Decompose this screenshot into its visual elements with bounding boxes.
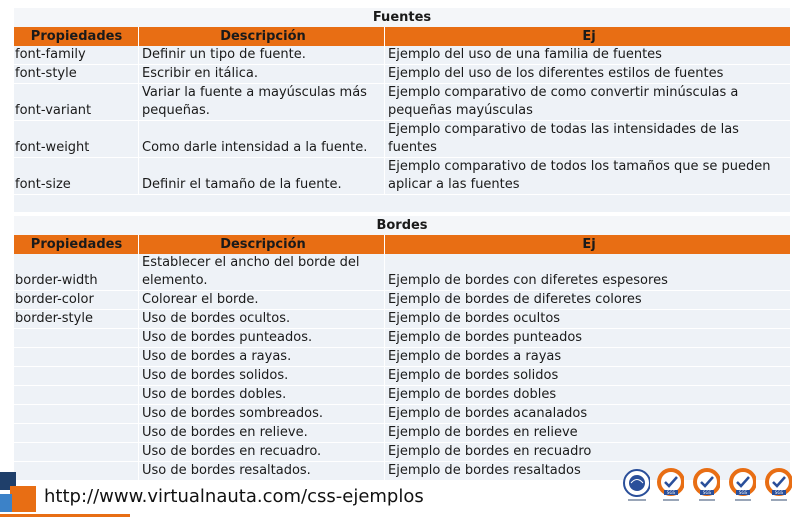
example-cell-text: Ejemplo comparativo de todas las intensidades de las fuentes (388, 122, 739, 155)
example-cell-text: Ejemplo comparativo de todos los tamaños que se pueden aplicar a las fuentes (388, 159, 771, 192)
description-cell (139, 254, 385, 290)
css-reference-sheet (14, 8, 790, 481)
example-cell-text: Ejemplo del uso de una familia de fuentes (388, 47, 662, 62)
description-cell (139, 386, 385, 404)
fuentes-title: Fuentes (14, 8, 790, 27)
example-cell (385, 386, 790, 404)
description-cell (139, 291, 385, 309)
description-cell (139, 367, 385, 385)
example-cell (385, 405, 790, 423)
property-cell-text: font-family (15, 47, 86, 62)
fuentes-header-descripcion: Descripción (139, 27, 385, 46)
certification-logos (622, 468, 803, 508)
sgs-cert-icon-1 (656, 468, 684, 508)
fuentes-empty-row (14, 195, 790, 212)
example-cell-text: Ejemplo de bordes en relieve (388, 425, 578, 440)
property-cell-text: font-weight (15, 140, 90, 155)
property-cell (14, 386, 139, 404)
bordes-table-body (14, 254, 790, 481)
description-cell (139, 121, 385, 157)
brand-square-blue (0, 494, 12, 512)
description-cell-text: Variar la fuente a mayúsculas más pequeñas. (142, 85, 367, 118)
fuentes-header-propiedades: Propiedades (14, 27, 139, 46)
example-cell-text: Ejemplo de bordes resaltados (388, 463, 581, 478)
sgs-cert-icon-2 (692, 468, 720, 508)
example-cell (385, 291, 790, 309)
table-row (14, 367, 790, 386)
description-cell-text: Como darle intensidad a la fuente. (142, 140, 368, 155)
example-cell-text: Ejemplo del uso de los diferentes estilos de fuentes (388, 66, 724, 81)
table-row (14, 405, 790, 424)
description-cell (139, 84, 385, 120)
description-cell-text: Uso de bordes sombreados. (142, 406, 324, 421)
property-cell (14, 424, 139, 442)
description-cell (139, 310, 385, 328)
description-cell-text: Definir el tamaño de la fuente. (142, 177, 342, 192)
description-cell (139, 329, 385, 347)
example-cell-text: Ejemplo comparativo de como convertir minúsculas a pequeñas mayúsculas (388, 85, 739, 118)
description-cell-text: Escribir en itálica. (142, 66, 258, 81)
table-row (14, 254, 790, 291)
description-cell (139, 443, 385, 461)
example-cell (385, 254, 790, 290)
example-cell (385, 65, 790, 83)
bordes-header-row (14, 235, 790, 254)
bordes-header-ej: Ej (582, 237, 596, 252)
sgs-logo-text: SGS (666, 490, 676, 495)
description-cell (139, 405, 385, 423)
example-cell-text: Ejemplo de bordes con diferetes espesores (388, 273, 668, 288)
example-cell (385, 348, 790, 366)
description-cell-text: Colorear el borde. (142, 292, 259, 307)
example-cell-text: Ejemplo de bordes acanalados (388, 406, 588, 421)
globe-seal-icon (622, 468, 650, 508)
description-cell-text: Uso de bordes ocultos. (142, 311, 291, 326)
example-cell-text: Ejemplo de bordes punteados (388, 330, 583, 345)
property-cell (14, 405, 139, 423)
bordes-header-descripcion: Descripción (139, 235, 385, 254)
description-cell (139, 424, 385, 442)
property-cell-text: font-variant (15, 103, 92, 118)
fuentes-header-row (14, 27, 790, 46)
table-row (14, 348, 790, 367)
description-cell-text: Uso de bordes dobles. (142, 387, 287, 402)
property-cell-text: font-style (15, 66, 77, 81)
sgs-cert-icon-4 (764, 468, 792, 508)
bordes-title: Bordes (14, 216, 790, 235)
description-cell-text: Definir un tipo de fuente. (142, 47, 306, 62)
property-cell (14, 310, 139, 328)
example-cell-text: Ejemplo de bordes en recuadro (388, 444, 592, 459)
property-cell (14, 65, 139, 83)
example-cell (385, 329, 790, 347)
property-cell-text: font-size (15, 177, 71, 192)
table-row (14, 158, 790, 195)
description-cell-text: Uso de bordes en recuadro. (142, 444, 322, 459)
slide-footer (0, 468, 803, 517)
description-cell (139, 348, 385, 366)
property-cell-text: border-color (15, 292, 94, 307)
example-cell (385, 310, 790, 328)
footer-url-link[interactable]: http://www.virtualnauta.com/css-ejemplos (44, 486, 424, 507)
description-cell-text: Uso de bordes solidos. (142, 368, 289, 383)
table-row (14, 65, 790, 84)
property-cell (14, 121, 139, 157)
property-cell (14, 367, 139, 385)
table-row (14, 84, 790, 121)
example-cell-text: Ejemplo de bordes solidos (388, 368, 559, 383)
property-cell (14, 46, 139, 64)
property-cell (14, 291, 139, 309)
description-cell-text: Uso de bordes en relieve. (142, 425, 308, 440)
table-row (14, 424, 790, 443)
example-cell (385, 443, 790, 461)
example-cell-text: Ejemplo de bordes de diferetes colores (388, 292, 642, 307)
property-cell-text: border-style (15, 311, 93, 326)
table-row (14, 46, 790, 65)
property-cell (14, 348, 139, 366)
brand-square-orange (10, 486, 36, 512)
table-row (14, 310, 790, 329)
table-row (14, 443, 790, 462)
property-cell (14, 329, 139, 347)
fuentes-table-body (14, 46, 790, 195)
example-cell (385, 367, 790, 385)
property-cell (14, 254, 139, 290)
example-cell (385, 46, 790, 64)
property-cell (14, 158, 139, 194)
example-cell (385, 121, 790, 157)
table-row (14, 386, 790, 405)
property-cell (14, 443, 139, 461)
sgs-logo-text: SGS (738, 490, 748, 495)
fuentes-header-ej: Ej (582, 29, 596, 44)
example-cell (385, 84, 790, 120)
property-cell-text: border-width (15, 273, 98, 288)
table-row (14, 291, 790, 310)
table-row (14, 121, 790, 158)
sgs-cert-icon-3 (728, 468, 756, 508)
table-row (14, 329, 790, 348)
description-cell-text: Uso de bordes punteados. (142, 330, 313, 345)
example-cell-text: Ejemplo de bordes ocultos (388, 311, 561, 326)
description-cell (139, 158, 385, 194)
sgs-logo-text: SGS (702, 490, 712, 495)
example-cell-text: Ejemplo de bordes a rayas (388, 349, 562, 364)
sgs-logo-text: SGS (774, 490, 784, 495)
description-cell-text: Uso de bordes a rayas. (142, 349, 292, 364)
example-cell-text: Ejemplo de bordes dobles (388, 387, 557, 402)
description-cell-text: Establecer el ancho del borde del elemento. (142, 255, 360, 288)
property-cell (14, 84, 139, 120)
example-cell (385, 158, 790, 194)
example-cell (385, 424, 790, 442)
bordes-header-propiedades: Propiedades (14, 235, 139, 254)
description-cell (139, 46, 385, 64)
description-cell (139, 65, 385, 83)
description-cell-text: Uso de bordes resaltados. (142, 463, 311, 478)
